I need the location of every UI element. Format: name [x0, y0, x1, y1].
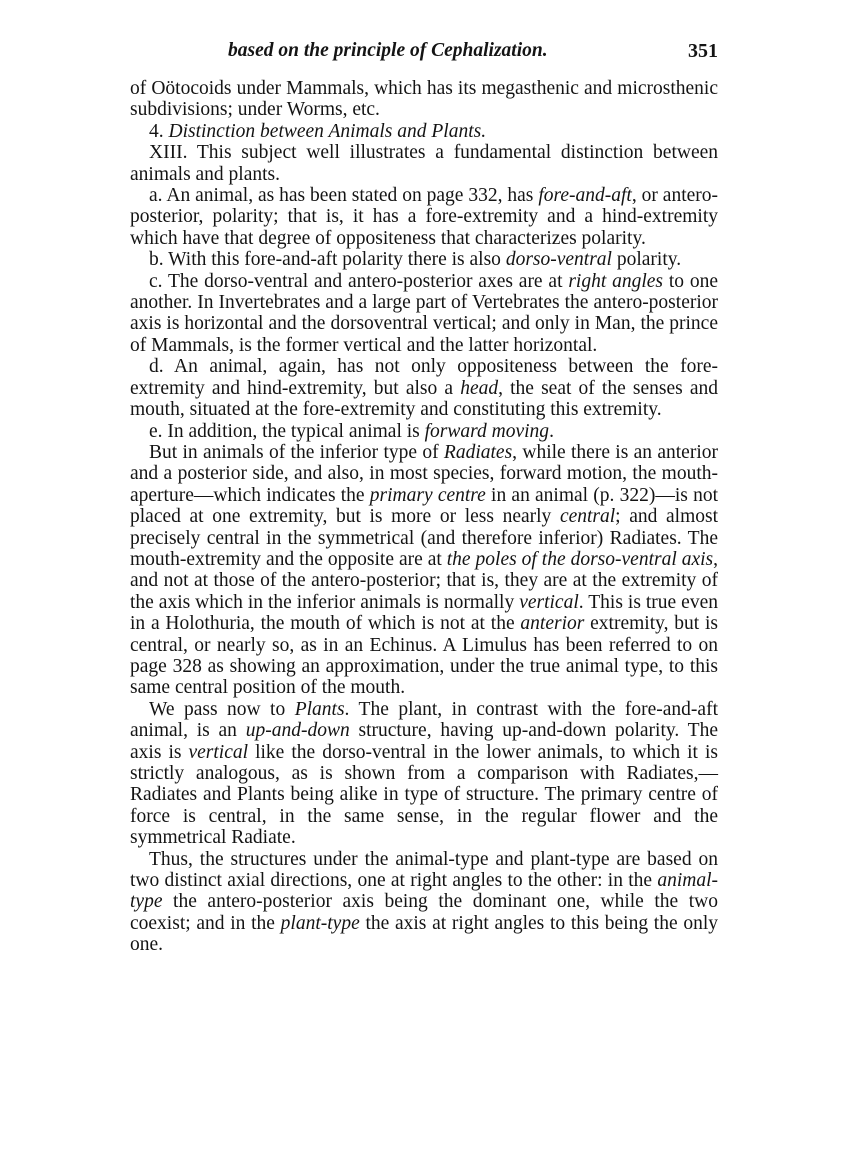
paragraph-conclusion: Thus, the structures under the animal-type and plant-type are based on two distinct axial directions, one at right angles to the other: in the animal-type the antero-posterior axis being the dominant one, while the two coexist; and in the plant-type the axis at right angles to this being the only one. — [130, 848, 718, 956]
page-header — [130, 40, 718, 68]
paragraph-d: d. An animal, again, has not only oppositeness between the fore-extremity and hind-extremity, but also a head, the seat of the senses and mouth, situated at the fore-extremity and constituting this extremity. — [130, 356, 719, 421]
page-number: 351 — [688, 40, 718, 62]
paragraph-continuation: of Oötocoids under Mammals, which has its megasthenic and microsthenic subdivisions; under Worms, etc. — [130, 78, 718, 121]
paragraph-xiii: XIII. This subject well illustrates a fundamental distinction between animals and plants. — [130, 142, 718, 185]
paragraph-e: e. In addition, the typical animal is forward moving. — [149, 420, 554, 442]
paragraph-a: a. An animal, as has been stated on page 332, has fore-and-aft, or antero-posterior, polarity; that is, it has a fore-extremity and a hind-extremity which have that degree of oppositeness that characterizes polarity. — [130, 185, 719, 249]
paragraph-radiates: But in animals of the inferior type of Radiates, while there is an anterior and a posterior side, and also, in most species, forward motion, the mouth-aperture—which indicates the primary centre in an animal (p. 322)—is not placed at one extremity, but is more or less nearly central; and almost precisely central in the symmetrical (and therefore inferior) Radiates. The mouth-extremity and the opposite are at the poles of the dorso-ventral axis, and not at those of the antero-posterior; that is, they are at the extremity of the axis which in the inferior animals is normally vertical. This is true even in a Holothuria, the mouth of which is not at the anterior extremity, but is central, or nearly so, as in an Echinus. A Limulus has been referred to on page 328 as showing an approximation, under the true animal type, to this same central position of the mouth. — [130, 441, 718, 699]
section-heading: 4. Distinction between Animals and Plants. — [149, 120, 487, 142]
paragraph-b: b. With this fore-and-aft polarity there is also dorso-ventral polarity. — [149, 249, 682, 271]
body-text — [130, 78, 718, 956]
running-title: based on the principle of Cephalization. — [228, 40, 548, 61]
paragraph-plants: We pass now to Plants. The plant, in contrast with the fore-and-aft animal, is an up-and-down structure, having up-and-down polarity. The axis is vertical like the dorso-ventral in the lower animals, to which it is strictly analogous, as is shown from a comparison with Radiates,—Radiates and Plants being alike in type of structure. The primary centre of force is central, in the same sense, in the regular flower and the symmetrical Radiate. — [130, 698, 718, 849]
paragraph-c: c. The dorso-ventral and antero-posterior axes are at right angles to one another. In Invertebrates and a large part of Vertebrates the antero-posterior axis is horizontal and the dorsoventral vertical; and only in Man, the prince of Mammals, is the former vertical and the latter horizontal. — [130, 270, 719, 356]
